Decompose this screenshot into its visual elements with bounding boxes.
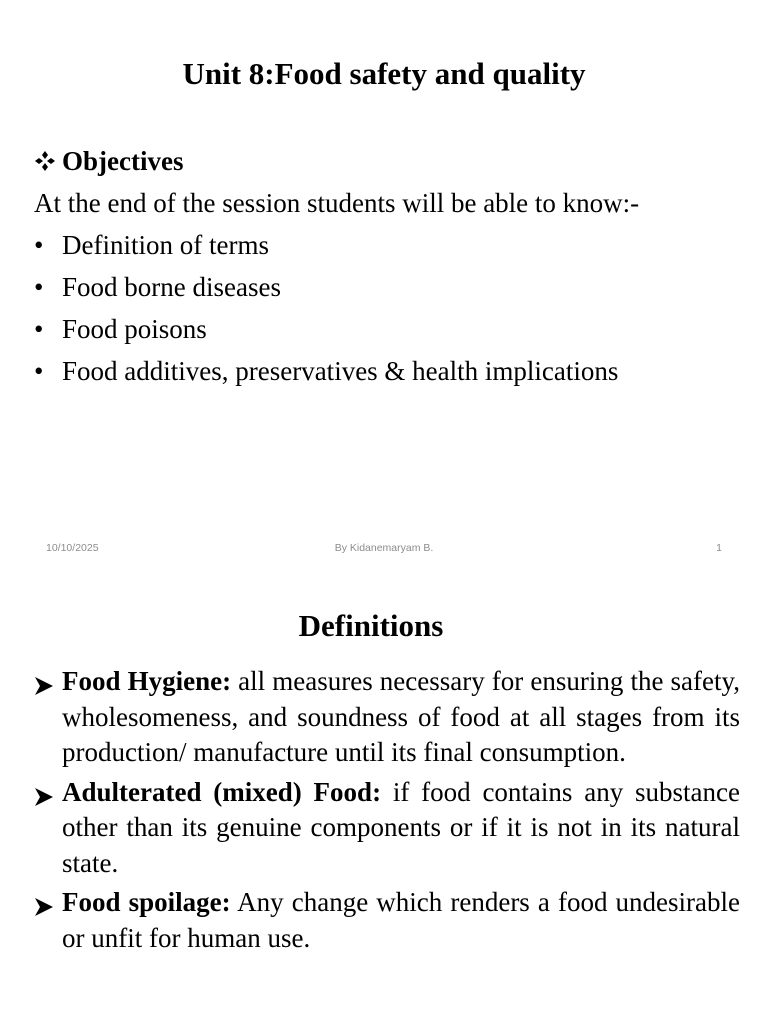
- list-item: [34, 224, 754, 266]
- definition-text: [62, 885, 740, 956]
- list-item: [34, 308, 754, 350]
- list-item-label: Definition of terms: [62, 230, 269, 260]
- definition-term: Food spoilage:: [62, 887, 231, 917]
- definition-item: [34, 664, 740, 771]
- definition-body: Any change which renders a food undesirable or unfit for human use.: [62, 887, 740, 953]
- arrow-bullet-icon: [34, 775, 62, 817]
- arrow-bullet-icon: [34, 885, 62, 927]
- definition-body: all measures necessary for ensuring the safety, wholesomeness, and soundness of food at all stages from its production/ manufacture until its final consumption.: [62, 666, 740, 767]
- footer-page-number: 1: [716, 542, 722, 554]
- bullet-icon: •: [34, 272, 44, 302]
- list-item-label: Food borne diseases: [62, 272, 281, 302]
- list-item: [34, 350, 754, 392]
- slide-title: Definitions: [298, 608, 444, 643]
- footer-author: By Kidanemaryam B.: [334, 542, 434, 554]
- objectives-section: [34, 140, 754, 392]
- definition-term: Food Hygiene:: [62, 666, 232, 696]
- footer-date: 10/10/2025: [46, 542, 99, 554]
- definition-text: [62, 664, 740, 771]
- bullet-icon: •: [34, 230, 44, 260]
- definition-text: [62, 775, 740, 882]
- definition-item: [34, 885, 740, 956]
- objectives-heading: [34, 140, 754, 182]
- bullet-icon: •: [34, 314, 44, 344]
- definition-term: Adulterated (mixed) Food:: [62, 776, 382, 807]
- arrow-bullet-icon: [34, 664, 62, 706]
- definition-body: if food contains any substance other than its genuine components or if it is not in its natural state.: [62, 776, 740, 878]
- slide-title: Unit 8:Food safety and quality: [182, 56, 586, 91]
- list-item: [34, 266, 754, 308]
- list-item-label: Food additives, preservatives & health implications: [62, 356, 619, 386]
- slide-2: [0, 576, 768, 1024]
- definitions-list: [34, 664, 740, 960]
- definition-item: [34, 775, 740, 882]
- objectives-heading-label: Objectives: [62, 146, 184, 176]
- bullet-icon: •: [34, 356, 44, 386]
- intro-text: At the end of the session students will be able to know:-: [34, 188, 640, 218]
- list-item-label: Food poisons: [62, 314, 207, 344]
- four-diamond-bullet-icon: [34, 150, 58, 172]
